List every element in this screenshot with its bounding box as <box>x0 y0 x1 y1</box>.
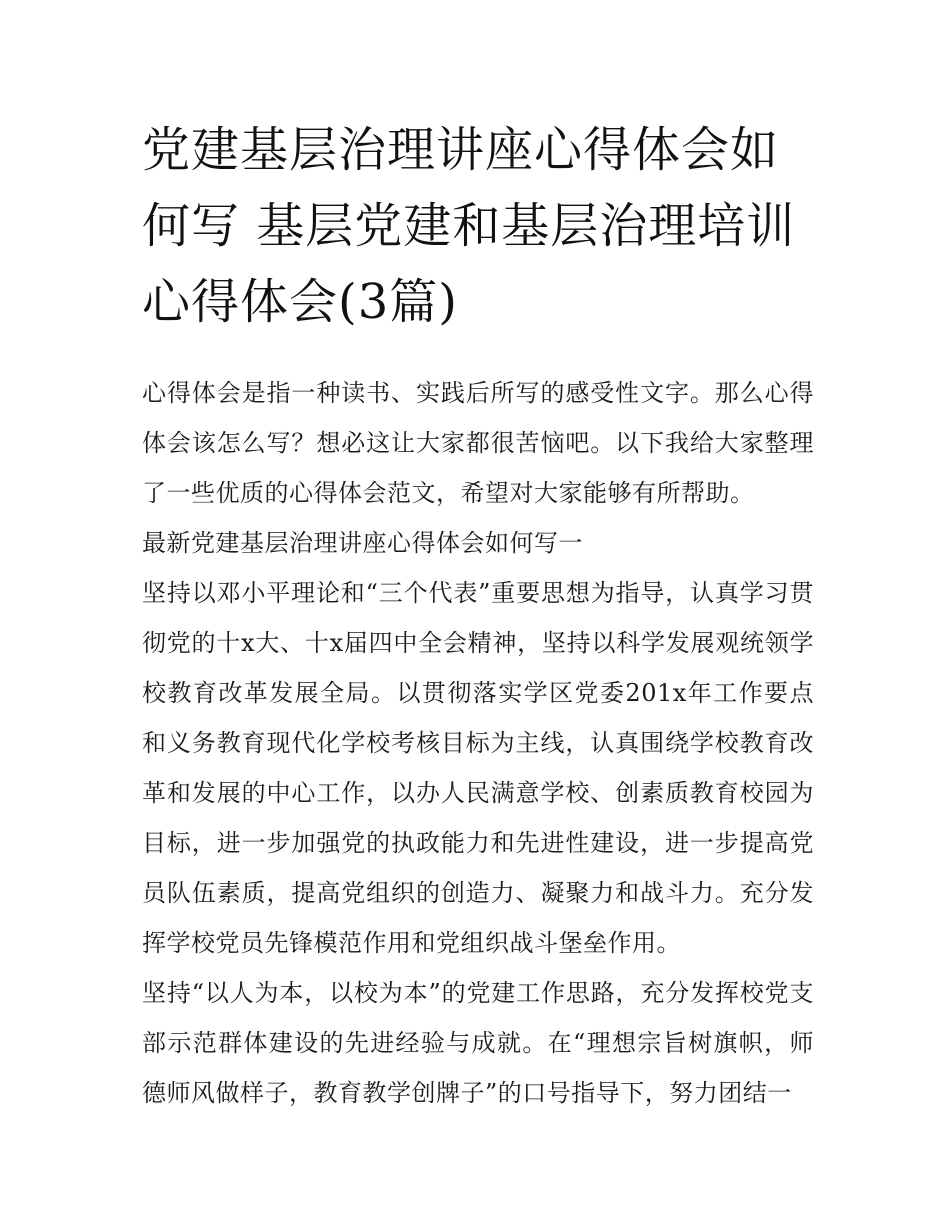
body-paragraph: 坚持以邓小平理论和“三个代表”重要思想为指导，认真学习贯彻党的十x大、十x届四中全会精神，坚持以科学发展观统领学校教育改革发展全局。以贯彻落实学区党委201x年工作要点和义务教育现代化学校考核目标为主线，认真围绕学校教育改革和发展的中心工作，以办人民满意学校、创素质教育校园为目标，进一步加强党的执政能力和先进性建设，进一步提高党员队伍素质，提高党组织的创造力、凝聚力和战斗力。充分发挥学校党员先锋模范作用和党组织战斗堡垒作用。 <box>142 579 814 957</box>
document-body <box>142 368 814 1118</box>
document-title: 党建基层治理讲座心得体会如何写 基层党建和基层治理培训心得体会(3篇) <box>142 122 796 330</box>
body-paragraph: 坚持“以人为本，以校为本”的党建工作思路，充分发挥校党支部示范群体建设的先进经验与成就。在“理想宗旨树旗帜，师德师风做样子，教育教学创牌子”的口号指导下，努力团结一 <box>142 979 814 1107</box>
document-page <box>142 112 814 1118</box>
intro-paragraph: 心得体会是指一种读书、实践后所写的感受性文字。那么心得体会该怎么写？想必这让大家都很苦恼吧。以下我给大家整理了一些优质的心得体会范文，希望对大家能够有所帮助。 <box>142 379 814 507</box>
section-heading: 最新党建基层治理讲座心得体会如何写一 <box>142 529 583 557</box>
